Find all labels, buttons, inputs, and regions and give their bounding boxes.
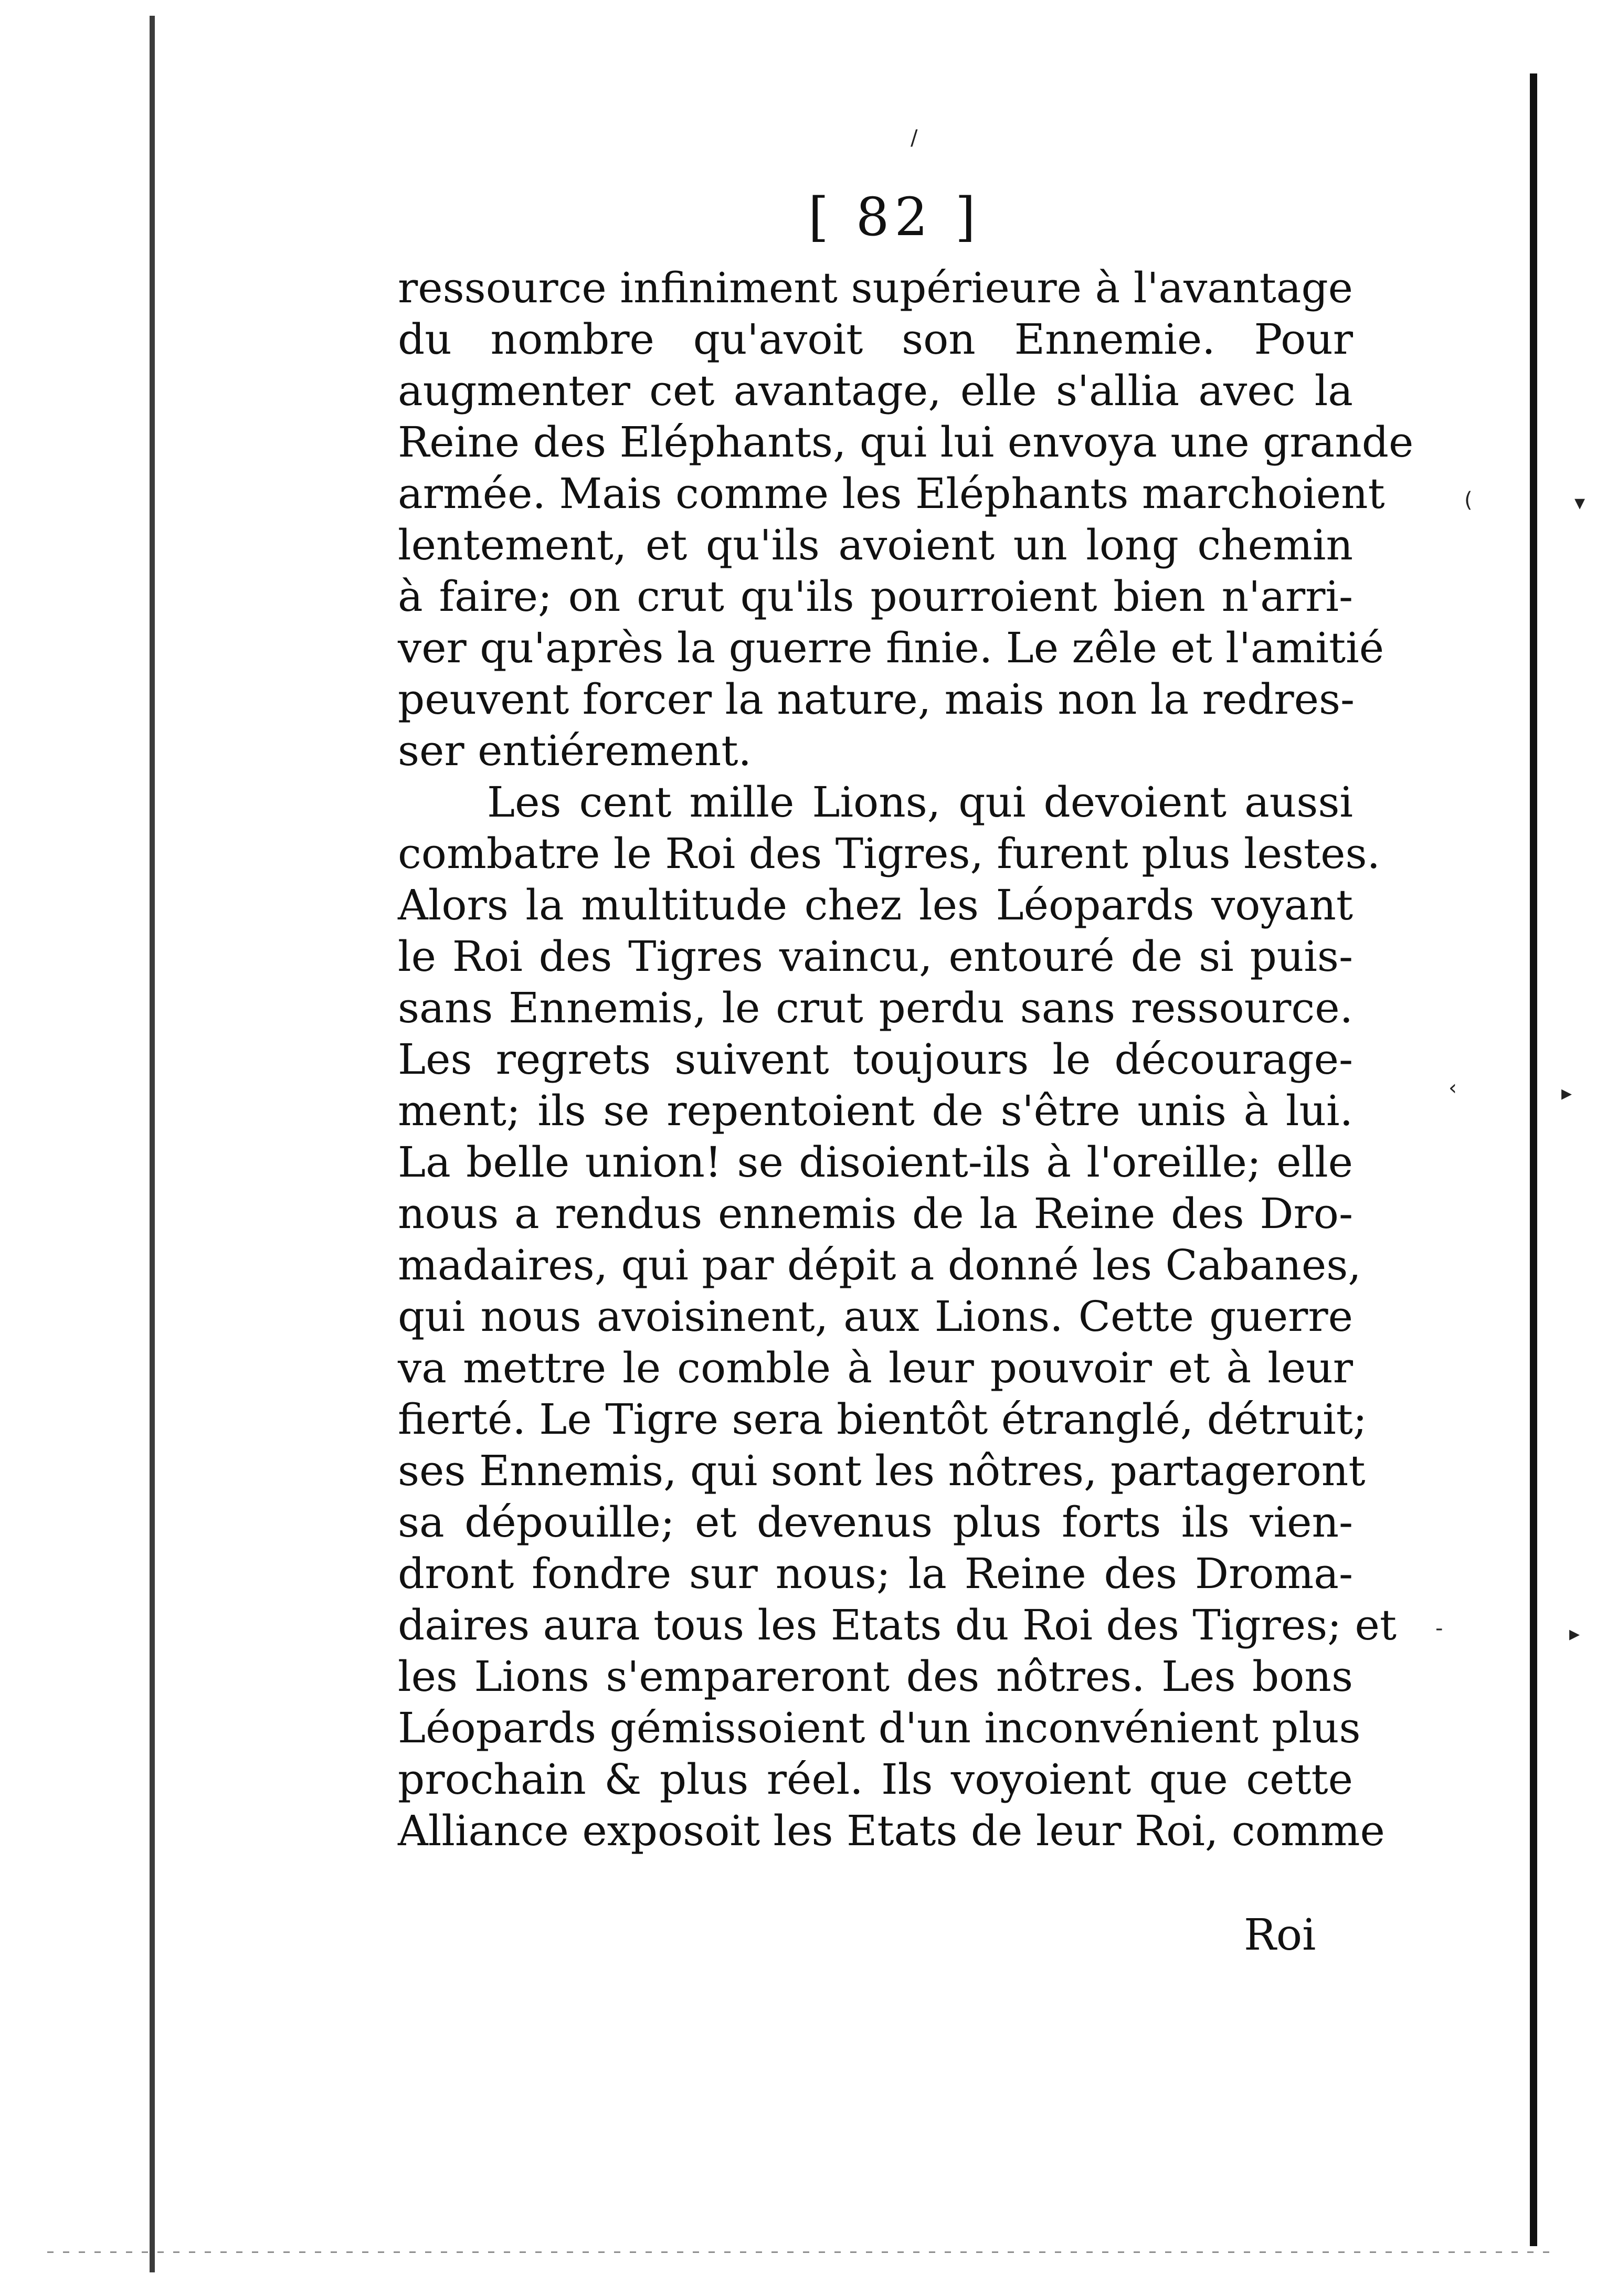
text-line: va mettre le comble à leur pouvoir et à leur	[398, 1343, 1353, 1392]
text-line: du nombre qu'avoit son Ennemie. Pour	[398, 315, 1353, 364]
text-line: fierté. Le Tigre sera bientôt étranglé, détruit;	[398, 1395, 1367, 1444]
ink-speck: ▸	[1561, 1081, 1572, 1105]
text-line: à faire; on crut qu'ils pourroient bien n'arri-	[398, 572, 1353, 621]
text-line: Alliance exposoit les Etats de leur Roi, comme	[398, 1806, 1385, 1855]
text-line: Léopards gémissoient d'un inconvénient plus	[398, 1704, 1361, 1752]
text-line: ser entiérement.	[398, 726, 752, 775]
text-line: Reine des Eléphants, qui lui envoya une grande	[398, 418, 1414, 467]
ink-speck: /	[911, 126, 918, 150]
text-line: qui nous avoisinent, aux Lions. Cette guerre	[398, 1292, 1353, 1341]
body-text	[398, 262, 1414, 1857]
text-line: augmenter cet avantage, elle s'allia avec la	[398, 366, 1353, 415]
text-line: Alors la multitude chez les Léopards voyant	[398, 881, 1353, 929]
ink-speck: ▾	[1574, 491, 1585, 515]
text-line: lentement, et qu'ils avoient un long chemin	[398, 521, 1353, 569]
text-line: ment; ils se repentoient de s'être unis à lui.	[398, 1086, 1353, 1135]
ink-speck: (	[1464, 488, 1473, 512]
binding-edge-left	[150, 16, 155, 2272]
text-line: Les cent mille Lions, qui devoient aussi	[487, 778, 1353, 827]
text-line: peuvent forcer la nature, mais non la redres-	[398, 675, 1355, 724]
ink-speck: -	[1435, 1616, 1443, 1641]
text-line: prochain & plus réel. Ils voyoient que cette	[398, 1755, 1353, 1804]
ink-speck: ‹	[1449, 1076, 1457, 1100]
page-number-header: [ 82 ]	[808, 186, 981, 248]
text-line: ressource infiniment supérieure à l'avantage	[398, 263, 1353, 312]
text-line: daires aura tous les Etats du Roi des Tigres; et	[398, 1601, 1397, 1649]
text-line: nous a rendus ennemis de la Reine des Dro-	[398, 1189, 1353, 1238]
ink-speck: ▸	[1569, 1622, 1580, 1646]
text-line: madaires, qui par dépit a donné les Cabanes,	[398, 1241, 1361, 1289]
binding-edge-right	[1530, 73, 1537, 2246]
text-line: sa dépouille; et devenus plus forts ils vien-	[398, 1498, 1353, 1547]
text-line: le Roi des Tigres vaincu, entouré de si puis-	[398, 932, 1353, 981]
text-line: Les regrets suivent toujours le décourage-	[398, 1035, 1353, 1084]
text-line: les Lions s'empareront des nôtres. Les bons	[398, 1652, 1353, 1701]
text-line: La belle union! se disoient-ils à l'oreille; elle	[398, 1138, 1353, 1187]
text-line: ses Ennemis, qui sont les nôtres, partageront	[398, 1446, 1366, 1495]
text-line: combatre le Roi des Tigres, furent plus lestes.	[398, 829, 1380, 878]
page-bottom-edge	[47, 2251, 1559, 2253]
catchword: Roi	[1244, 1910, 1316, 1960]
text-line: armée. Mais comme les Eléphants marchoient	[398, 469, 1385, 518]
text-line: ver qu'après la guerre finie. Le zêle et l'amitié	[398, 623, 1384, 672]
text-line: dront fondre sur nous; la Reine des Droma-	[398, 1549, 1353, 1598]
text-line: sans Ennemis, le crut perdu sans ressource.	[398, 983, 1353, 1032]
